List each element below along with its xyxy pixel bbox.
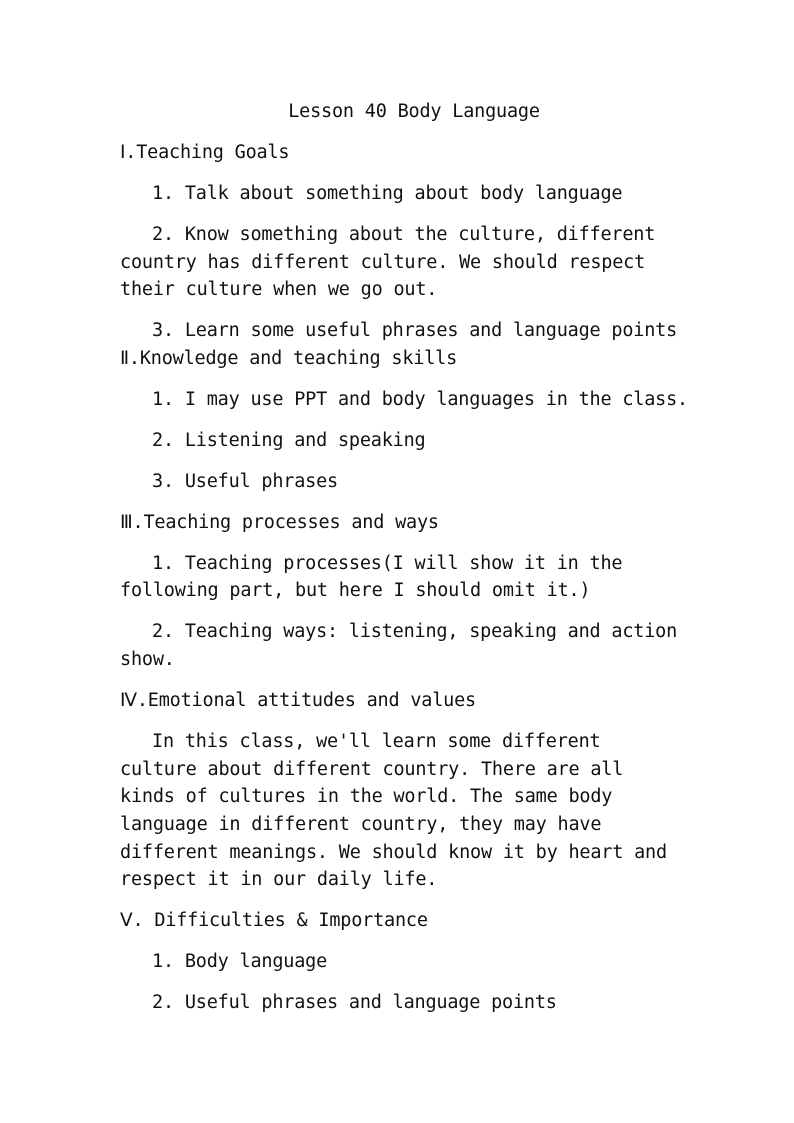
skills-item-3: 3. Useful phrases bbox=[152, 471, 338, 492]
values-paragraph-line-3: kinds of cultures in the world. The same body bbox=[120, 786, 613, 807]
process-item-2-line-1: 2. Teaching ways: listening, speaking and action bbox=[152, 621, 678, 642]
values-paragraph-line-5: different meanings. We should know it by heart and bbox=[120, 842, 667, 863]
difficulty-item-1: 1. Body language bbox=[152, 951, 328, 972]
goal-item-3: 3. Learn some useful phrases and language points bbox=[152, 320, 678, 341]
section-heading-4: Ⅳ.Emotional attitudes and values bbox=[120, 690, 476, 711]
values-paragraph-line-1: In this class, we'll learn some different bbox=[152, 731, 601, 752]
values-paragraph-line-6: respect it in our daily life. bbox=[120, 869, 438, 890]
goal-item-2-line-2: country has different culture. We should respect bbox=[120, 252, 646, 273]
skills-item-1: 1. I may use PPT and body languages in the class. bbox=[152, 389, 688, 410]
goal-item-1: 1. Talk about something about body language bbox=[152, 183, 623, 204]
values-paragraph-line-4: language in different country, they may have bbox=[120, 814, 602, 835]
values-paragraph-line-2: culture about different country. There are all bbox=[120, 759, 624, 780]
process-item-2-line-2: show. bbox=[120, 649, 175, 670]
goal-item-2-line-1: 2. Know something about the culture, different bbox=[152, 224, 656, 245]
skills-item-2: 2. Listening and speaking bbox=[152, 430, 426, 451]
section-heading-3: Ⅲ.Teaching processes and ways bbox=[120, 512, 439, 533]
section-heading-1: Ⅰ.Teaching Goals bbox=[120, 142, 290, 163]
section-heading-5: Ⅴ. Difficulties & Importance bbox=[120, 910, 428, 931]
goal-item-2-line-3: their culture when we go out. bbox=[120, 279, 438, 300]
difficulty-item-2: 2. Useful phrases and language points bbox=[152, 992, 557, 1013]
process-item-1-line-1: 1. Teaching processes(I will show it in the bbox=[152, 553, 623, 574]
document-title: Lesson 40 Body Language bbox=[288, 101, 540, 122]
process-item-1-line-2: following part, but here I should omit it.) bbox=[120, 580, 591, 601]
section-heading-2: Ⅱ.Knowledge and teaching skills bbox=[120, 348, 458, 369]
